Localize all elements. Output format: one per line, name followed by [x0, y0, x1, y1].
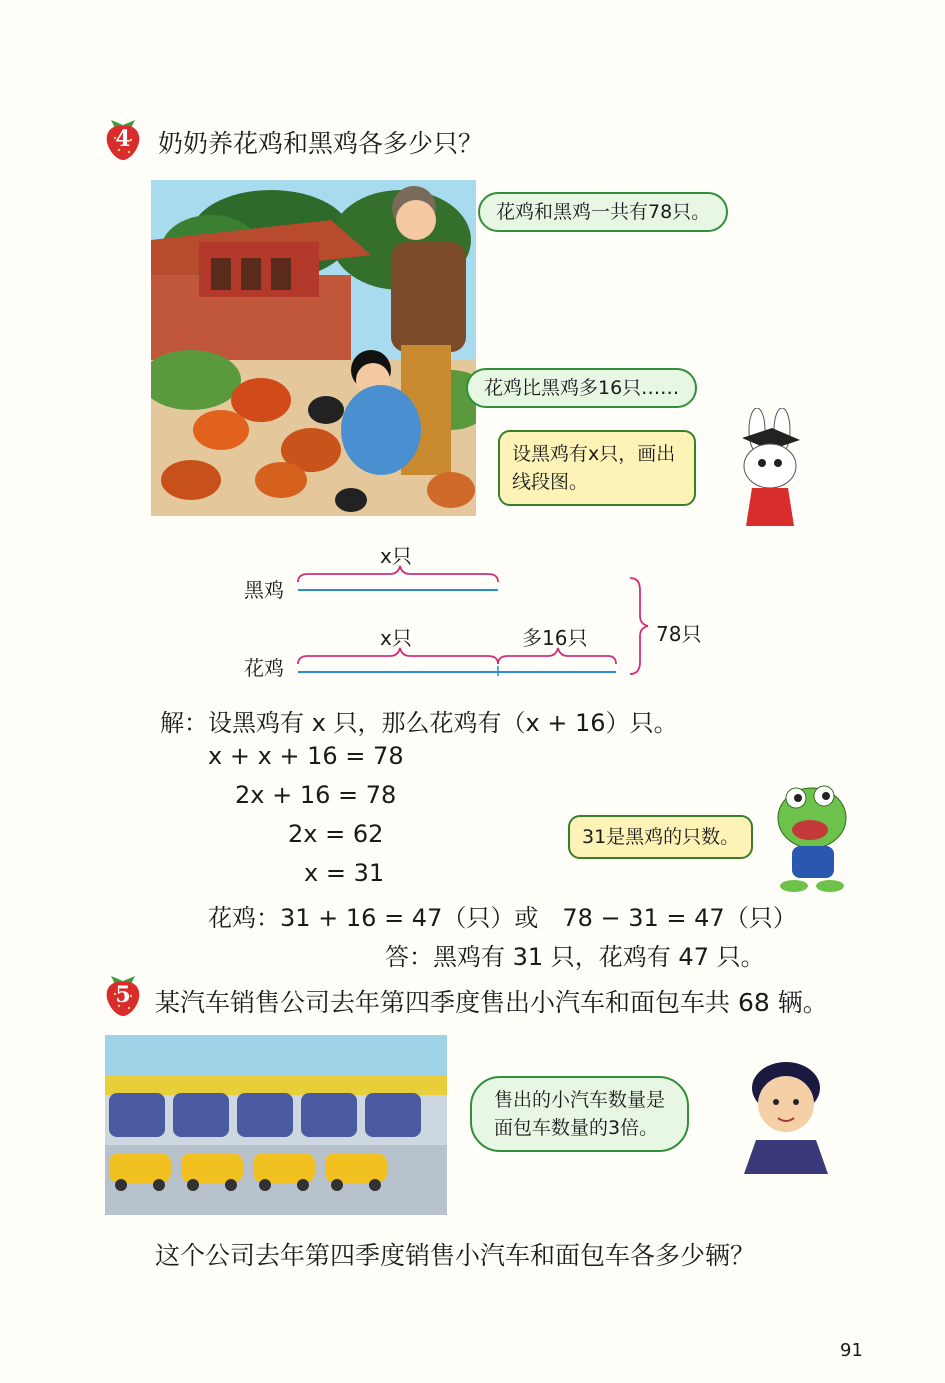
- speech-bubble-difference: [466, 368, 697, 408]
- line-segment-diagram: [290, 560, 660, 680]
- speech-bubble-total: [478, 192, 728, 232]
- equation-2: 2x + 16 = 78: [235, 781, 397, 809]
- black-chicken-label: 黑鸡: [244, 578, 284, 602]
- black-brace: [298, 566, 498, 582]
- bubble-text: 花鸡比黑鸡多16只……: [484, 377, 680, 399]
- problem-5-question: 这个公司去年第四季度销售小汽车和面包车各多少辆？: [155, 1241, 756, 1270]
- bubble-text: 花鸡和黑鸡一共有78只。: [496, 201, 711, 223]
- bubble-line-2: 线段图。: [512, 471, 589, 493]
- bubble-line-1: 设黑鸡有x只，画出: [512, 443, 676, 465]
- problem-4-strawberry-badge: [103, 116, 143, 160]
- flower-extra-brace: [498, 648, 616, 664]
- flower-chicken-label: 花鸡: [244, 656, 284, 680]
- equation-4: x = 31: [304, 859, 385, 887]
- flower-x-brace: [298, 648, 498, 664]
- frog-speech-bubble: [568, 815, 753, 859]
- equation-1: x + x + 16 = 78: [208, 742, 404, 770]
- x-label-black: x只: [380, 544, 412, 568]
- problem-5-strawberry-badge: [103, 972, 143, 1016]
- flower-calculation: 花鸡：31 + 16 = 47（只）或 78 − 31 = 47（只）: [208, 904, 797, 932]
- bubble-text: 31是黑鸡的只数。: [582, 826, 740, 848]
- more-16-label: 多16只: [522, 626, 588, 650]
- problem-number: 4: [115, 126, 131, 152]
- answer-4: 答：黑鸡有 31 只，花鸡有 47 只。: [385, 943, 765, 971]
- solution-setup: 解：设黑鸡有 x 只，那么花鸡有（x + 16）只。: [160, 709, 678, 737]
- equation-3: 2x = 62: [288, 820, 384, 848]
- rabbit-speech-bubble: [498, 430, 696, 506]
- boy-speech-bubble: [470, 1076, 689, 1152]
- page-number: 91: [840, 1340, 863, 1361]
- frog-character: [774, 782, 849, 894]
- total-78-label: 78只: [656, 622, 702, 646]
- problem-5-title: 某汽车销售公司去年第四季度售出小汽车和面包车共 68 辆。: [155, 988, 828, 1017]
- rabbit-character: [722, 408, 814, 528]
- problem-number: 5: [115, 982, 131, 1008]
- parking-lot-illustration: [105, 1035, 447, 1215]
- bubble-line-1: 售出的小汽车数量是: [494, 1089, 666, 1111]
- farm-illustration: [151, 180, 476, 516]
- x-label-flower: x只: [380, 626, 412, 650]
- problem-4-title: 奶奶养花鸡和黑鸡各多少只？: [158, 129, 484, 158]
- bubble-line-2: 面包车数量的3倍。: [494, 1117, 659, 1139]
- boy-character: [736, 1058, 836, 1174]
- total-brace: [630, 578, 648, 674]
